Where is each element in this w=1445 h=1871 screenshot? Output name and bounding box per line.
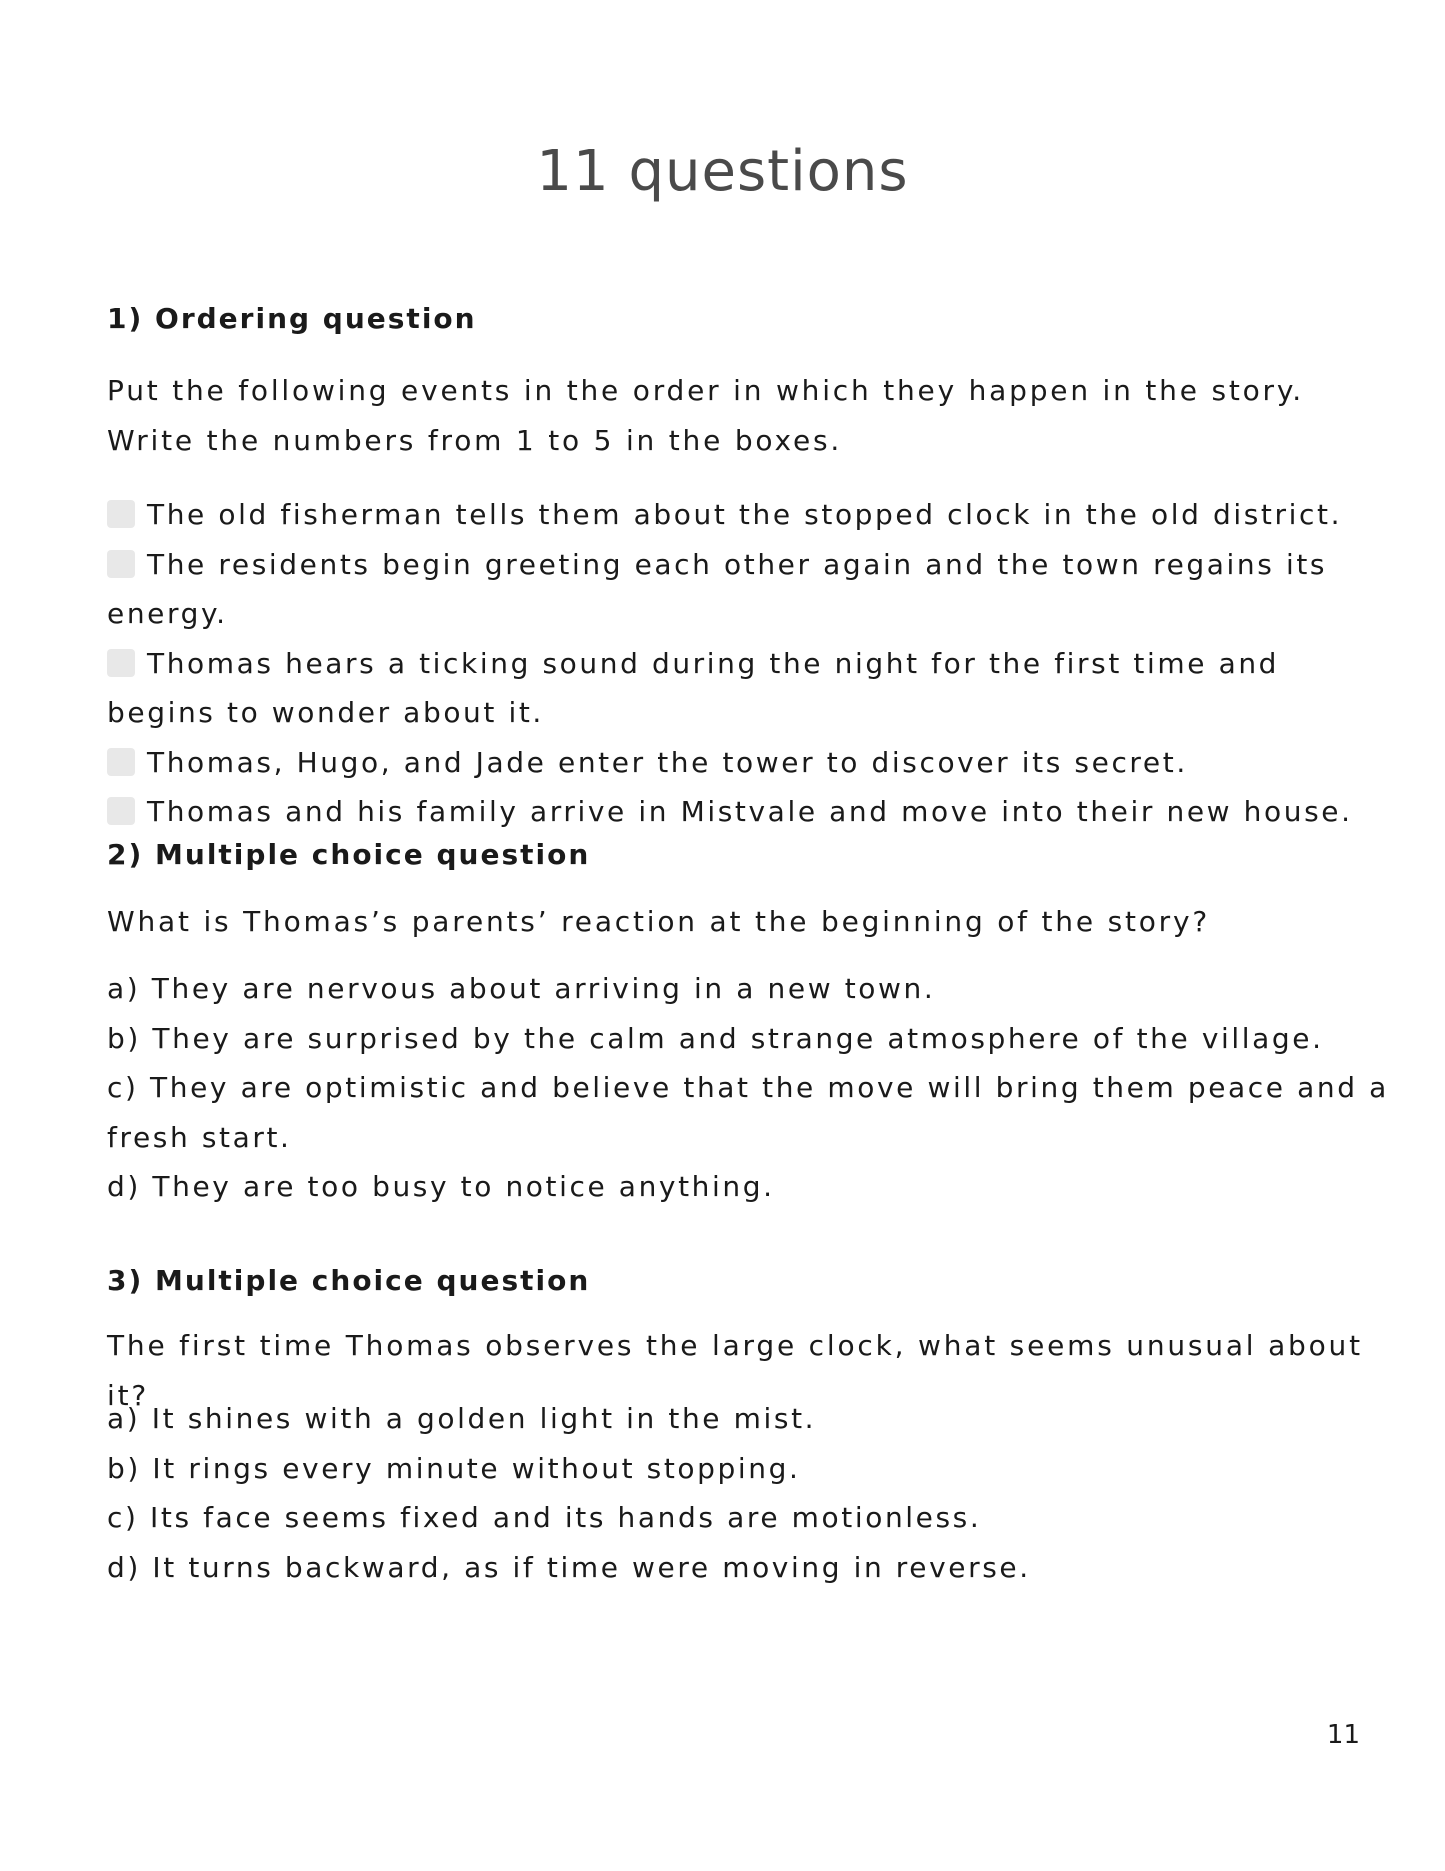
ordering-item-text: The residents begin greeting each other again and the town regains its energy. xyxy=(107,547,1328,630)
answer-option: a) They are nervous about arriving in a new town. xyxy=(107,972,936,1005)
ordering-item xyxy=(107,787,1397,837)
question-3-prompt: The first time Thomas observes the large clock, what seems unusual about it? xyxy=(107,1329,1363,1412)
question-2-options xyxy=(107,964,1397,1212)
page-title: 11 questions xyxy=(536,139,909,204)
ordering-item xyxy=(107,738,1397,788)
answer-option: d) They are too busy to notice anything. xyxy=(107,1170,775,1203)
question-1-heading: 1) Ordering question xyxy=(107,302,477,335)
answer-option: d) It turns backward, as if time were moving in reverse. xyxy=(107,1550,1031,1584)
question-2-heading: 2) Multiple choice question xyxy=(107,838,591,871)
answer-option: b) They are surprised by the calm and strange atmosphere of the village. xyxy=(107,1021,1324,1055)
order-box-2[interactable] xyxy=(107,550,135,578)
ordering-item xyxy=(107,540,1397,639)
page-number: 11 xyxy=(1326,1720,1360,1750)
ordering-item xyxy=(107,639,1397,738)
order-box-5[interactable] xyxy=(107,797,135,825)
question-3-options xyxy=(107,1394,1397,1592)
order-box-3[interactable] xyxy=(107,649,135,677)
answer-option: a) It shines with a golden light in the mist. xyxy=(107,1402,817,1435)
ordering-item-text: Thomas hears a ticking sound during the night for the first time and begins to wonder about it. xyxy=(107,646,1280,729)
answer-option: b) It rings every minute without stopping. xyxy=(107,1451,801,1485)
question-1-ordering-list xyxy=(107,490,1397,837)
question-2-prompt: What is Thomas’s parents’ reaction at the beginning of the story? xyxy=(107,905,1211,938)
answer-option: c) They are optimistic and believe that the move will bring them peace and a fresh start. xyxy=(107,1071,1389,1154)
ordering-item xyxy=(107,490,1397,540)
answer-option: c) Its face seems fixed and its hands are motionless. xyxy=(107,1501,982,1534)
order-box-4[interactable] xyxy=(107,748,135,776)
order-box-1[interactable] xyxy=(107,500,135,528)
ordering-item-text: Thomas, Hugo, and Jade enter the tower to discover its secret. xyxy=(147,745,1188,779)
question-3-heading: 3) Multiple choice question xyxy=(107,1264,591,1297)
ordering-item-text: Thomas and his family arrive in Mistvale and move into their new house. xyxy=(147,795,1353,828)
ordering-item-text: The old fisherman tells them about the stopped clock in the old district. xyxy=(147,498,1343,531)
question-1-prompt: Put the following events in the order in which they happen in the story. Write the numbers from 1 to 5 in the boxes. xyxy=(107,374,1304,457)
